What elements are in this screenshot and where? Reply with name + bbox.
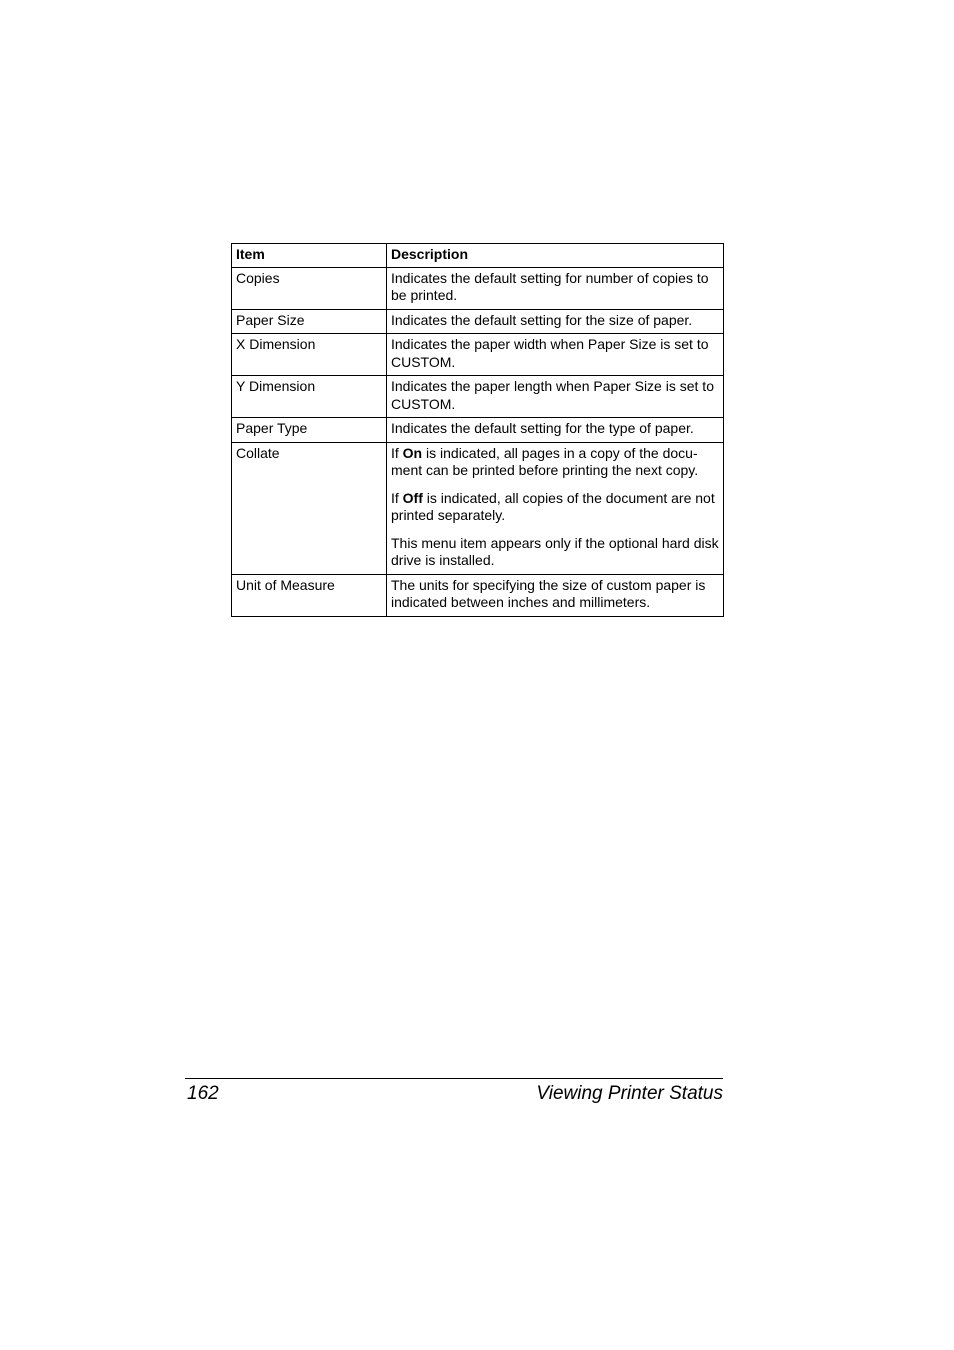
running-section-title: Viewing Printer Status: [536, 1083, 723, 1104]
table-row: [232, 442, 724, 574]
row-item: Unit of Measure: [232, 574, 387, 616]
collate-on-paragraph: [391, 445, 720, 480]
column-header-description: Description: [387, 244, 724, 268]
table-row: [232, 574, 724, 616]
collate-off-text: is indicated, all copies of the document are not printed separately.: [391, 489, 715, 523]
collate-on-text: is indicated, all pages in a copy of the docu-ment can be printed before printing the next copy.: [391, 444, 699, 478]
row-description: [387, 442, 724, 574]
row-item: Collate: [232, 442, 387, 574]
footer-divider: [185, 1078, 723, 1079]
table-row: [232, 418, 724, 443]
table-row: [232, 267, 724, 309]
table-row: [232, 334, 724, 376]
row-description: The units for specifying the size of custom paper is indicated between inches and millimeters.: [387, 574, 724, 616]
settings-table: [231, 243, 724, 617]
row-item: X Dimension: [232, 334, 387, 376]
row-item: Paper Type: [232, 418, 387, 443]
table-row: [232, 376, 724, 418]
collate-on-keyword: On: [402, 444, 423, 461]
collate-off-prefix: If: [391, 489, 403, 506]
row-description: Indicates the default setting for the type of paper.: [387, 418, 724, 443]
row-description: Indicates the default setting for the size of paper.: [387, 309, 724, 334]
collate-off-keyword: Off: [402, 489, 423, 506]
table-header-row: [232, 244, 724, 268]
row-description: Indicates the paper width when Paper Size is set to CUSTOM.: [387, 334, 724, 376]
row-description: Indicates the default setting for number of copies to be printed.: [387, 267, 724, 309]
row-description: Indicates the paper length when Paper Size is set to CUSTOM.: [387, 376, 724, 418]
row-item: Y Dimension: [232, 376, 387, 418]
page-number: 162: [187, 1083, 219, 1104]
collate-note: This menu item appears only if the optional hard disk drive is installed.: [391, 534, 719, 568]
column-header-item: Item: [232, 244, 387, 268]
row-item: Copies: [232, 267, 387, 309]
collate-on-prefix: If: [391, 444, 403, 461]
table-row: [232, 309, 724, 334]
row-item: Paper Size: [232, 309, 387, 334]
collate-off-paragraph: [391, 490, 720, 525]
